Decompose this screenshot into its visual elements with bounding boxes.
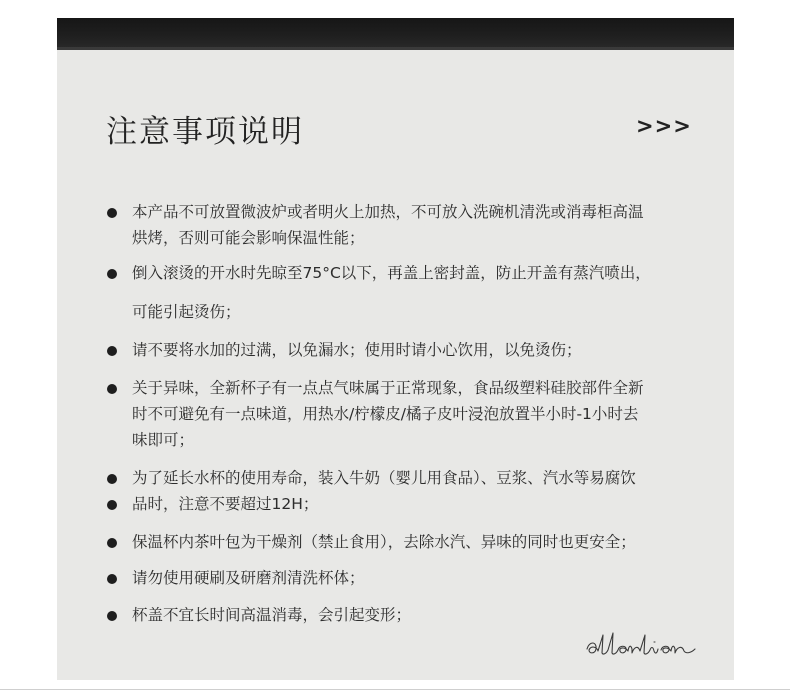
- bullet-dot: [107, 269, 117, 279]
- note-6-line-1: 保温杯内茶叶包为干燥剂（禁止食用），去除水汽、异味的同时也更安全；: [132, 533, 636, 551]
- note-7-line-1: 请勿使用硬刷及研磨剂清洗杯体；: [132, 569, 365, 587]
- note-4-line-1: 关于异味，全新杯子有一点点气味属于正常现象，食品级塑料硅胶部件全新: [132, 379, 644, 397]
- note-5-line-2: 品时，注意不要超过12H；: [132, 495, 319, 513]
- note-4-line-2: 时不可避免有一点味道，用热水/柠檬皮/橘子皮叶浸泡放置半小时-1小时去: [132, 405, 639, 423]
- note-4-line-3: 味即可；: [132, 431, 195, 449]
- note-2-line-1: 倒入滚烫的开水时先晾至75°C以下，再盖上密封盖，防止开盖有蒸汽喷出，: [132, 264, 651, 282]
- bullet-dot: [107, 574, 117, 584]
- more-arrows: >>>: [636, 114, 692, 138]
- page-title: 注意事项说明: [106, 114, 304, 150]
- bullet-dot: [107, 611, 117, 621]
- notice-card: [57, 18, 734, 680]
- attention-signature: [583, 623, 703, 663]
- header-band: [57, 18, 734, 50]
- bullet-dot: [107, 384, 117, 394]
- bullet-dot: [107, 500, 117, 510]
- bullet-dot: [107, 346, 117, 356]
- bullet-dot: [107, 538, 117, 548]
- note-3-line-1: 请不要将水加的过满，以免漏水；使用时请小心饮用，以免烫伤；: [132, 341, 582, 359]
- note-1-line-2: 烘烤，否则可能会影响保温性能；: [132, 229, 365, 247]
- note-1-line-1: 本产品不可放置微波炉或者明火上加热，不可放入洗碗机清洗或消毒柜高温: [132, 203, 644, 221]
- bullet-dot: [107, 208, 117, 218]
- bottom-divider: [0, 689, 790, 690]
- note-5-line-1: 为了延长水杯的使用寿命，装入牛奶（婴儿用食品）、豆浆、汽水等易腐饮: [132, 469, 636, 487]
- note-2-line-2: 可能引起烫伤；: [132, 303, 241, 321]
- bullet-dot: [107, 474, 117, 484]
- note-8-line-1: 杯盖不宜长时间高温消毒，会引起变形；: [132, 606, 412, 624]
